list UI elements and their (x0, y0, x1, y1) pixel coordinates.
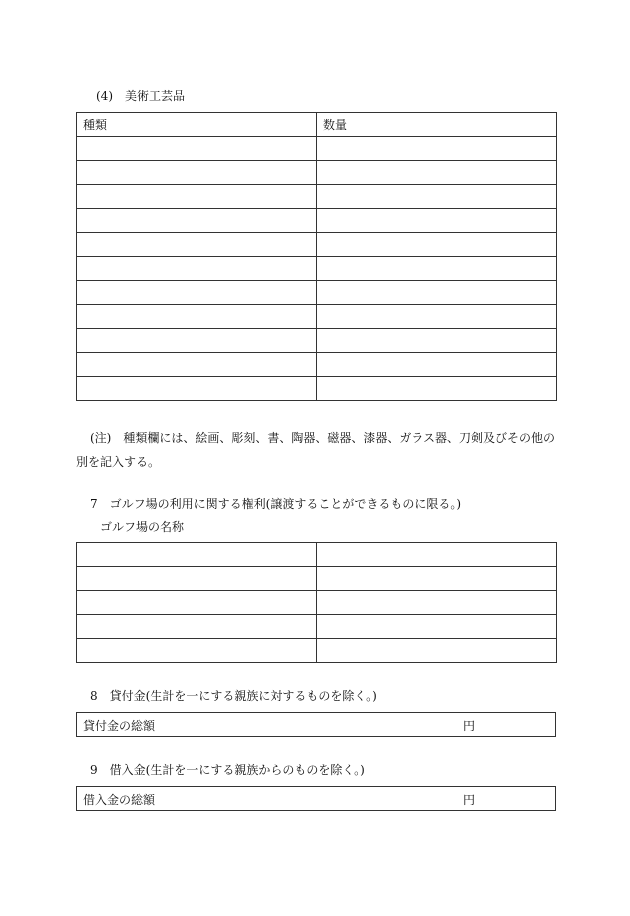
type-cell[interactable] (77, 185, 317, 209)
type-cell[interactable] (77, 257, 317, 281)
type-cell[interactable] (77, 233, 317, 257)
type-cell[interactable] (77, 137, 317, 161)
golf-value-cell[interactable] (317, 615, 557, 639)
golf-name-cell[interactable] (77, 591, 317, 615)
golf-name-cell[interactable] (77, 567, 317, 591)
art-header-row (77, 113, 557, 137)
type-cell[interactable] (77, 161, 317, 185)
column-header-quantity: 数量 (317, 113, 557, 137)
table-row (77, 377, 557, 401)
table-row (77, 567, 557, 591)
table-row (77, 353, 557, 377)
golf-name-cell[interactable] (77, 639, 317, 663)
type-cell[interactable] (77, 281, 317, 305)
table-row (77, 233, 557, 257)
type-cell[interactable] (77, 353, 317, 377)
note-line-2: 別を記入する。 (76, 455, 161, 469)
quantity-cell[interactable] (317, 137, 557, 161)
type-cell[interactable] (77, 305, 317, 329)
quantity-cell[interactable] (317, 161, 557, 185)
quantity-cell[interactable] (317, 233, 557, 257)
table-row (77, 137, 557, 161)
borrowings-total-field[interactable] (76, 786, 556, 811)
quantity-cell[interactable] (317, 377, 557, 401)
borrowings-heading: 9 借入金(生計を一にする親族からのものを除く。) (90, 763, 365, 777)
table-row (77, 209, 557, 233)
type-cell[interactable] (77, 329, 317, 353)
golf-name-cell[interactable] (77, 543, 317, 567)
table-row (77, 305, 557, 329)
loans-yen-unit: 円 (463, 719, 476, 733)
golf-subheading: ゴルフ場の名称 (100, 520, 185, 534)
quantity-cell[interactable] (317, 329, 557, 353)
golf-heading: 7 ゴルフ場の利用に関する権利(譲渡することができるものに限る。) (90, 497, 462, 511)
table-row (77, 161, 557, 185)
golf-table (76, 542, 557, 663)
borrowings-yen-unit: 円 (463, 793, 476, 807)
table-row (77, 329, 557, 353)
quantity-cell[interactable] (317, 209, 557, 233)
loans-heading: 8 貸付金(生計を一にする親族に対するものを除く。) (90, 689, 377, 703)
golf-value-cell[interactable] (317, 543, 557, 567)
golf-value-cell[interactable] (317, 567, 557, 591)
table-row (77, 257, 557, 281)
golf-name-cell[interactable] (77, 615, 317, 639)
table-row (77, 543, 557, 567)
column-header-type: 種類 (77, 113, 317, 137)
table-row (77, 281, 557, 305)
quantity-cell[interactable] (317, 353, 557, 377)
golf-value-cell[interactable] (317, 639, 557, 663)
loans-total-label: 貸付金の総額 (83, 719, 156, 733)
table-row (77, 639, 557, 663)
quantity-cell[interactable] (317, 257, 557, 281)
loans-total-field[interactable] (76, 712, 556, 737)
quantity-cell[interactable] (317, 305, 557, 329)
note-line-1: (注) 種類欄には、絵画、彫刻、書、陶器、磁器、漆器、ガラス器、刀剣及びその他の (90, 431, 556, 445)
type-cell[interactable] (77, 377, 317, 401)
art-heading: (4) 美術工芸品 (96, 89, 185, 103)
golf-value-cell[interactable] (317, 591, 557, 615)
quantity-cell[interactable] (317, 185, 557, 209)
quantity-cell[interactable] (317, 281, 557, 305)
art-table (76, 112, 557, 401)
borrowings-total-label: 借入金の総額 (83, 793, 156, 807)
table-row (77, 185, 557, 209)
table-row (77, 591, 557, 615)
table-row (77, 615, 557, 639)
type-cell[interactable] (77, 209, 317, 233)
